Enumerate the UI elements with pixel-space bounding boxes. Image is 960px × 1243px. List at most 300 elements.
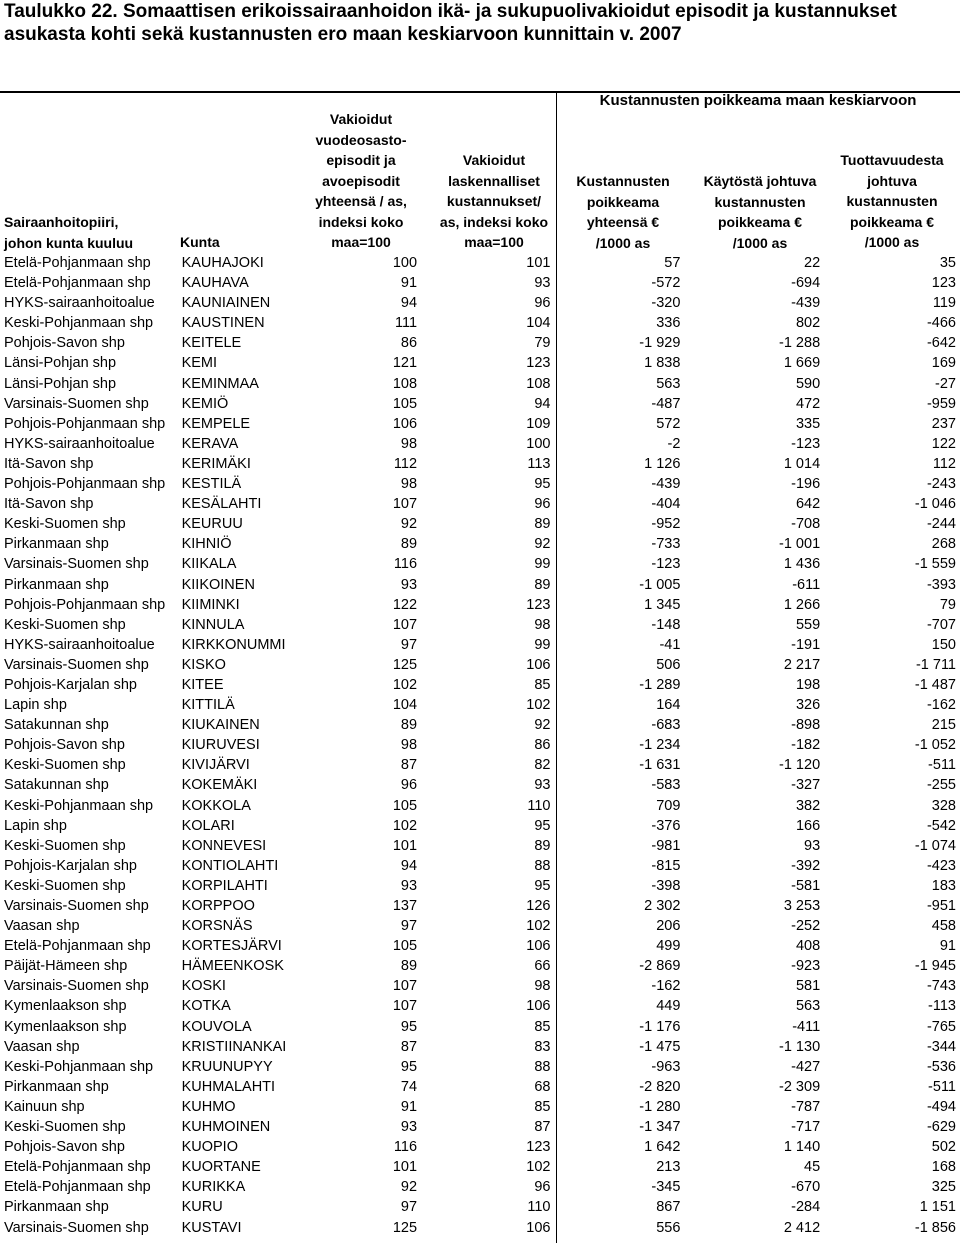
- table-row: [0, 996, 960, 1016]
- cell-productivity-deviation: -1 046: [914, 496, 956, 513]
- cell-total-deviation: 336: [656, 315, 681, 332]
- cell-kunta: KONTIOLAHTI: [181, 857, 279, 874]
- cell-total-deviation: 1 126: [644, 455, 681, 472]
- table-row: [0, 1197, 960, 1217]
- cell-kunta: KAUHAJOKI: [181, 255, 264, 271]
- header-productivity-deviation: Tuottavuudesta johtuva kustannusten poikkeama € /1000 as: [840, 152, 944, 250]
- cell-costs-index: 85: [534, 1018, 551, 1035]
- cell-usage-deviation: -581: [791, 877, 821, 894]
- table-row: [0, 514, 960, 534]
- cell-total-deviation: -2 820: [639, 1078, 681, 1095]
- cell-productivity-deviation: -344: [926, 1038, 956, 1055]
- cell-productivity-deviation: 237: [931, 415, 956, 432]
- cell-productivity-deviation: 215: [931, 717, 956, 734]
- cell-total-deviation: 164: [656, 697, 681, 714]
- table-row: [0, 695, 960, 715]
- cell-kunta: KINNULA: [181, 616, 245, 633]
- cell-usage-deviation: 1 266: [783, 596, 821, 613]
- cell-district: Etelä-Pohjanmaan shp: [4, 275, 151, 292]
- table-row: [0, 976, 960, 996]
- cell-costs-index: 102: [526, 918, 551, 935]
- cell-total-deviation: -2 869: [639, 958, 681, 975]
- cell-kunta: KOSKI: [181, 978, 226, 995]
- data-table: [0, 253, 960, 1238]
- cell-usage-deviation: 1 014: [783, 455, 821, 472]
- cell-total-deviation: -376: [651, 817, 681, 834]
- cell-district: Satakunnan shp: [4, 717, 109, 734]
- cell-usage-deviation: -898: [791, 717, 821, 734]
- cell-kunta: KORPPOO: [181, 898, 255, 914]
- cell-episodes-index: 116: [393, 1139, 418, 1156]
- table-row: [0, 936, 960, 956]
- cell-productivity-deviation: 112: [932, 455, 956, 472]
- cell-costs-index: 96: [534, 496, 551, 513]
- cell-kunta: KEURUU: [181, 516, 243, 533]
- cell-episodes-index: 91: [400, 275, 418, 292]
- table-row: [0, 615, 960, 635]
- cell-episodes-index: 93: [400, 1119, 418, 1136]
- table-row: [0, 374, 960, 394]
- cell-kunta: KIURUVESI: [181, 737, 260, 754]
- cell-costs-index: 85: [534, 676, 551, 693]
- cell-district: Länsi-Pohjan shp: [4, 375, 117, 392]
- cell-kunta: KIVIJÄRVI: [181, 757, 250, 774]
- header-costs: Vakioidut laskennalliset kustannukset/ as, indeksi koko maa=100: [439, 152, 549, 250]
- cell-district: HYKS-sairaanhoitoalue: [4, 636, 155, 653]
- table-row: [0, 796, 960, 816]
- table-row: [0, 715, 960, 735]
- table-row: [0, 1037, 960, 1057]
- cell-kunta: KIIKALA: [181, 556, 237, 573]
- cell-productivity-deviation: -113: [928, 998, 956, 1015]
- cell-costs-index: 93: [534, 777, 551, 794]
- cell-episodes-index: 97: [400, 1199, 418, 1216]
- table-row: [0, 916, 960, 936]
- cell-costs-index: 87: [534, 1119, 551, 1136]
- cell-district: Päijät-Hämeen shp: [4, 958, 128, 975]
- cell-episodes-index: 98: [400, 737, 418, 754]
- cell-episodes-index: 102: [392, 676, 418, 693]
- cell-costs-index: 66: [534, 958, 551, 975]
- cell-district: Keski-Suomen shp: [4, 516, 126, 533]
- cell-district: Varsinais-Suomen shp: [4, 1219, 149, 1236]
- cell-district: Pirkanmaan shp: [4, 536, 109, 553]
- table-row: [0, 876, 960, 896]
- table-row: [0, 273, 960, 293]
- cell-total-deviation: -815: [651, 857, 681, 874]
- cell-kunta: KOTKA: [181, 998, 231, 1015]
- cell-district: Varsinais-Suomen shp: [4, 978, 149, 995]
- cell-kunta: KIUKAINEN: [181, 717, 260, 734]
- cell-productivity-deviation: -959: [926, 395, 956, 412]
- cell-episodes-index: 105: [392, 395, 418, 412]
- cell-kunta: KEITELE: [181, 335, 242, 352]
- title-line-1: Taulukko 22. Somaattisen erikoissairaanhoidon ikä- ja sukupuolivakioidut episodit ja kustannukset: [4, 1, 897, 22]
- cell-total-deviation: -320: [651, 295, 681, 312]
- cell-district: HYKS-sairaanhoitoalue: [4, 435, 155, 452]
- cell-total-deviation: 867: [656, 1199, 681, 1216]
- cell-usage-deviation: -191: [791, 636, 821, 653]
- table-row: [0, 635, 960, 655]
- cell-usage-deviation: -284: [791, 1199, 821, 1216]
- cell-productivity-deviation: -707: [926, 616, 956, 633]
- cell-total-deviation: 556: [656, 1219, 681, 1236]
- cell-productivity-deviation: -1 074: [914, 837, 956, 854]
- table-row: [0, 675, 960, 695]
- table-row: [0, 1218, 960, 1238]
- cell-episodes-index: 98: [400, 476, 418, 493]
- cell-usage-deviation: -1 120: [779, 757, 821, 774]
- cell-district: Kymenlaakson shp: [4, 1018, 127, 1035]
- cell-usage-deviation: -2 309: [779, 1078, 821, 1095]
- cell-episodes-index: 92: [400, 1179, 418, 1196]
- cell-kunta: KISKO: [181, 656, 226, 673]
- cell-total-deviation: 57: [664, 255, 681, 271]
- cell-episodes-index: 107: [392, 978, 418, 995]
- cell-usage-deviation: 198: [795, 676, 821, 693]
- cell-episodes-index: 98: [400, 435, 418, 452]
- cell-district: Pohjois-Savon shp: [4, 737, 125, 754]
- cell-district: Keski-Suomen shp: [4, 757, 126, 774]
- cell-total-deviation: -1 475: [639, 1038, 681, 1055]
- cell-usage-deviation: 166: [795, 817, 821, 834]
- cell-productivity-deviation: 91: [939, 938, 956, 955]
- cell-episodes-index: 97: [400, 918, 418, 935]
- cell-total-deviation: -1 176: [639, 1018, 681, 1035]
- cell-kunta: KUHMALAHTI: [181, 1078, 276, 1095]
- cell-productivity-deviation: 119: [932, 295, 956, 312]
- cell-kunta: KAUNIAINEN: [181, 295, 271, 312]
- table-row: [0, 896, 960, 916]
- cell-total-deviation: 709: [656, 797, 681, 814]
- table-row: [0, 1157, 960, 1177]
- cell-costs-index: 89: [534, 516, 551, 533]
- cell-total-deviation: -583: [651, 777, 681, 794]
- table-body: [0, 253, 960, 1238]
- cell-usage-deviation: -708: [791, 516, 821, 533]
- cell-district: Etelä-Pohjanmaan shp: [4, 255, 151, 271]
- cell-costs-index: 123: [526, 1139, 551, 1156]
- cell-episodes-index: 87: [400, 757, 418, 774]
- cell-district: Itä-Savon shp: [4, 496, 94, 513]
- table-row: [0, 434, 960, 454]
- cell-kunta: KORPILAHTI: [181, 877, 268, 894]
- table-row: [0, 1077, 960, 1097]
- cell-district: Kymenlaakson shp: [4, 998, 127, 1015]
- cell-productivity-deviation: -162: [926, 697, 956, 714]
- cell-episodes-index: 105: [392, 938, 418, 955]
- cell-kunta: KORSNÄS: [181, 918, 253, 935]
- cell-episodes-index: 93: [400, 576, 418, 593]
- cell-productivity-deviation: -642: [926, 335, 956, 352]
- cell-kunta: KRISTIINANKAI: [181, 1038, 287, 1055]
- cell-costs-index: 96: [534, 295, 551, 312]
- cell-total-deviation: 2 302: [644, 898, 681, 914]
- cell-productivity-deviation: -1 856: [914, 1219, 956, 1236]
- cell-usage-deviation: 408: [795, 938, 821, 955]
- cell-episodes-index: 89: [400, 958, 418, 975]
- table-row: [0, 454, 960, 474]
- cell-kunta: KONNEVESI: [181, 837, 267, 854]
- cell-kunta: KEMI: [181, 355, 218, 372]
- cell-kunta: KORTESJÄRVI: [181, 938, 282, 955]
- cell-total-deviation: -404: [651, 496, 681, 513]
- cell-episodes-index: 107: [392, 616, 418, 633]
- table-row: [0, 253, 960, 273]
- cell-kunta: KUSTAVI: [181, 1219, 242, 1236]
- cell-total-deviation: -345: [651, 1179, 681, 1196]
- table-row: [0, 313, 960, 333]
- cell-costs-index: 104: [526, 315, 551, 332]
- cell-total-deviation: 213: [656, 1159, 681, 1176]
- cell-total-deviation: 1 345: [644, 596, 681, 613]
- cell-episodes-index: 95: [400, 1018, 418, 1035]
- cell-episodes-index: 121: [392, 355, 418, 372]
- cell-total-deviation: 1 642: [644, 1139, 681, 1156]
- cell-kunta: KIIMINKI: [181, 596, 240, 613]
- cell-district: Varsinais-Suomen shp: [4, 898, 149, 914]
- cell-costs-index: 68: [534, 1078, 551, 1095]
- cell-usage-deviation: -327: [791, 777, 821, 794]
- cell-costs-index: 126: [526, 898, 551, 914]
- header-episodes: Vakioidut vuodeosasto- episodit ja avoepisodit yhteensä / as, indeksi koko maa=100: [315, 111, 407, 250]
- cell-episodes-index: 89: [400, 717, 418, 734]
- cell-total-deviation: 206: [656, 918, 681, 935]
- cell-episodes-index: 122: [392, 596, 418, 613]
- cell-district: Lapin shp: [4, 817, 67, 834]
- cell-episodes-index: 101: [392, 1159, 418, 1176]
- cell-usage-deviation: 45: [804, 1159, 821, 1176]
- cell-total-deviation: -981: [651, 837, 681, 854]
- table-row: [0, 755, 960, 775]
- cell-total-deviation: -148: [651, 616, 681, 633]
- cell-episodes-index: 100: [392, 255, 418, 271]
- cell-usage-deviation: -182: [791, 737, 821, 754]
- cell-productivity-deviation: -243: [926, 476, 956, 493]
- table-row: [0, 775, 960, 795]
- header-kunta: Kunta: [180, 234, 220, 250]
- cell-episodes-index: 112: [393, 455, 418, 472]
- cell-costs-index: 101: [526, 255, 551, 271]
- cell-usage-deviation: 590: [795, 375, 821, 392]
- table-row: [0, 956, 960, 976]
- cell-episodes-index: 87: [400, 1038, 418, 1055]
- cell-episodes-index: 97: [400, 636, 418, 653]
- table-row: [0, 554, 960, 574]
- cell-district: Keski-Suomen shp: [4, 616, 126, 633]
- cell-district: Pohjois-Karjalan shp: [4, 857, 137, 874]
- cell-usage-deviation: -670: [791, 1179, 821, 1196]
- cell-usage-deviation: -1 001: [779, 536, 821, 553]
- cell-costs-index: 79: [534, 335, 551, 352]
- cell-kunta: KOKEMÄKI: [181, 777, 258, 794]
- cell-productivity-deviation: -1 711: [915, 656, 956, 673]
- cell-costs-index: 98: [534, 978, 551, 995]
- cell-total-deviation: 499: [656, 938, 681, 955]
- table-row: [0, 836, 960, 856]
- cell-usage-deviation: -1 130: [779, 1038, 821, 1055]
- cell-costs-index: 102: [526, 697, 551, 714]
- cell-total-deviation: -487: [651, 395, 681, 412]
- cell-district: Varsinais-Suomen shp: [4, 656, 149, 673]
- cell-episodes-index: 93: [400, 877, 418, 894]
- cell-episodes-index: 105: [392, 797, 418, 814]
- cell-kunta: KEMPELE: [181, 415, 251, 432]
- table-row: [0, 1177, 960, 1197]
- cell-kunta: KAUSTINEN: [181, 315, 265, 332]
- cell-episodes-index: 89: [400, 536, 418, 553]
- cell-costs-index: 106: [526, 998, 551, 1015]
- cell-district: Itä-Savon shp: [4, 455, 94, 472]
- cell-kunta: KAUHAVA: [181, 275, 249, 292]
- cell-usage-deviation: 802: [795, 315, 821, 332]
- title-line-2: asukasta kohti sekä kustannusten ero maan keskiarvoon kunnittain v. 2007: [4, 24, 682, 45]
- cell-total-deviation: -2: [667, 435, 681, 452]
- table-row: [0, 414, 960, 434]
- cell-district: Etelä-Pohjanmaan shp: [4, 1179, 151, 1196]
- cell-usage-deviation: -923: [791, 958, 821, 975]
- cell-total-deviation: 563: [656, 375, 681, 392]
- table-row: [0, 1017, 960, 1037]
- cell-costs-index: 108: [526, 375, 551, 392]
- cell-costs-index: 95: [534, 877, 551, 894]
- cell-productivity-deviation: -1 945: [914, 958, 956, 975]
- cell-kunta: KOUVOLA: [181, 1018, 252, 1035]
- cell-total-deviation: -439: [651, 476, 681, 493]
- cell-total-deviation: -1 005: [639, 576, 681, 593]
- cell-productivity-deviation: -511: [928, 757, 956, 774]
- cell-total-deviation: -572: [651, 275, 681, 292]
- table-row: [0, 333, 960, 353]
- cell-usage-deviation: 2 217: [783, 656, 821, 673]
- cell-costs-index: 93: [534, 275, 551, 292]
- cell-productivity-deviation: 79: [939, 596, 956, 613]
- cell-productivity-deviation: -743: [926, 978, 956, 995]
- cell-usage-deviation: 642: [795, 496, 821, 513]
- cell-usage-deviation: -123: [791, 435, 821, 452]
- cell-productivity-deviation: 35: [939, 255, 956, 271]
- cell-district: Pirkanmaan shp: [4, 1078, 109, 1095]
- cell-costs-index: 82: [534, 757, 551, 774]
- cell-episodes-index: 108: [392, 375, 418, 392]
- cell-productivity-deviation: -466: [926, 315, 956, 332]
- cell-total-deviation: -162: [651, 978, 681, 995]
- cell-kunta: KEMIÖ: [181, 395, 229, 412]
- cell-costs-index: 98: [534, 616, 551, 633]
- cell-kunta: KIRKKONUMMI: [181, 636, 286, 653]
- cell-productivity-deviation: -244: [926, 516, 956, 533]
- cell-total-deviation: -1 631: [639, 757, 681, 774]
- cell-productivity-deviation: -1 052: [914, 737, 956, 754]
- cell-episodes-index: 106: [392, 415, 418, 432]
- cell-productivity-deviation: -1 559: [914, 556, 956, 573]
- cell-total-deviation: -1 347: [639, 1119, 681, 1136]
- cell-usage-deviation: -611: [792, 576, 821, 593]
- cell-usage-deviation: -427: [791, 1058, 821, 1075]
- cell-costs-index: 123: [526, 596, 551, 613]
- cell-costs-index: 83: [534, 1038, 551, 1055]
- cell-costs-index: 89: [534, 837, 551, 854]
- cell-kunta: KRUUNUPYY: [181, 1058, 273, 1075]
- cell-kunta: KUHMOINEN: [181, 1119, 271, 1136]
- cell-usage-deviation: -694: [791, 275, 821, 292]
- cell-usage-deviation: 559: [795, 616, 821, 633]
- cell-costs-index: 123: [526, 355, 551, 372]
- cell-costs-index: 96: [534, 1179, 551, 1196]
- cell-district: Pohjois-Savon shp: [4, 335, 125, 352]
- cell-productivity-deviation: -536: [926, 1058, 956, 1075]
- cell-episodes-index: 94: [400, 857, 418, 874]
- cell-productivity-deviation: -511: [928, 1078, 956, 1095]
- cell-episodes-index: 94: [400, 295, 418, 312]
- cell-district: Länsi-Pohjan shp: [4, 355, 117, 372]
- cell-productivity-deviation: 325: [931, 1179, 956, 1196]
- cell-costs-index: 92: [534, 717, 551, 734]
- cell-district: Etelä-Pohjanmaan shp: [4, 938, 151, 955]
- cell-district: Keski-Pohjanmaan shp: [4, 797, 154, 814]
- table-row: [0, 394, 960, 414]
- cell-total-deviation: -1 289: [639, 676, 681, 693]
- cell-episodes-index: 92: [400, 516, 418, 533]
- table-row: [0, 534, 960, 554]
- cell-episodes-index: 137: [392, 898, 418, 914]
- table-row: [0, 353, 960, 373]
- cell-productivity-deviation: -1 487: [914, 676, 956, 693]
- cell-productivity-deviation: 168: [931, 1159, 956, 1176]
- cell-usage-deviation: 1 669: [783, 355, 821, 372]
- cell-usage-deviation: 2 412: [783, 1219, 821, 1236]
- table-row: [0, 735, 960, 755]
- cell-kunta: KURU: [181, 1199, 223, 1216]
- cell-episodes-index: 102: [392, 817, 418, 834]
- cell-productivity-deviation: -629: [926, 1119, 956, 1136]
- cell-district: Satakunnan shp: [4, 777, 109, 794]
- cell-district: Pohjois-Savon shp: [4, 1139, 125, 1156]
- cell-district: Keski-Pohjanmaan shp: [4, 315, 154, 332]
- cell-episodes-index: 95: [400, 1058, 418, 1075]
- cell-usage-deviation: 563: [795, 998, 821, 1015]
- cell-episodes-index: 91: [400, 1098, 418, 1115]
- cell-total-deviation: 506: [656, 656, 681, 673]
- cell-costs-index: 106: [526, 938, 551, 955]
- cell-total-deviation: -1 280: [639, 1098, 681, 1115]
- header-usage-deviation: Käytöstä johtuva kustannusten poikkeama € /1000 as: [703, 173, 817, 251]
- cell-costs-index: 89: [534, 576, 551, 593]
- cell-costs-index: 88: [534, 1058, 551, 1075]
- cell-episodes-index: 96: [400, 777, 418, 794]
- cell-productivity-deviation: 1 151: [919, 1199, 956, 1216]
- table-row: [0, 293, 960, 313]
- cell-kunta: KOLARI: [181, 817, 235, 834]
- cell-district: Pirkanmaan shp: [4, 1199, 109, 1216]
- cell-kunta: KIIKOINEN: [181, 576, 255, 593]
- cell-kunta: KEMINMAA: [181, 375, 259, 392]
- cell-usage-deviation: 472: [795, 395, 821, 412]
- cell-episodes-index: 86: [400, 335, 418, 352]
- cell-total-deviation: -733: [651, 536, 681, 553]
- cell-productivity-deviation: -393: [926, 576, 956, 593]
- cell-usage-deviation: 3 253: [783, 898, 821, 914]
- cell-episodes-index: 125: [392, 656, 418, 673]
- table-row: [0, 1117, 960, 1137]
- cell-district: Pohjois-Karjalan shp: [4, 676, 137, 693]
- cell-district: Varsinais-Suomen shp: [4, 556, 149, 573]
- cell-costs-index: 113: [527, 455, 551, 472]
- cell-total-deviation: 1 838: [644, 355, 681, 372]
- cell-costs-index: 102: [526, 1159, 551, 1176]
- cell-episodes-index: 125: [392, 1219, 418, 1236]
- cell-district: Keski-Pohjanmaan shp: [4, 1058, 154, 1075]
